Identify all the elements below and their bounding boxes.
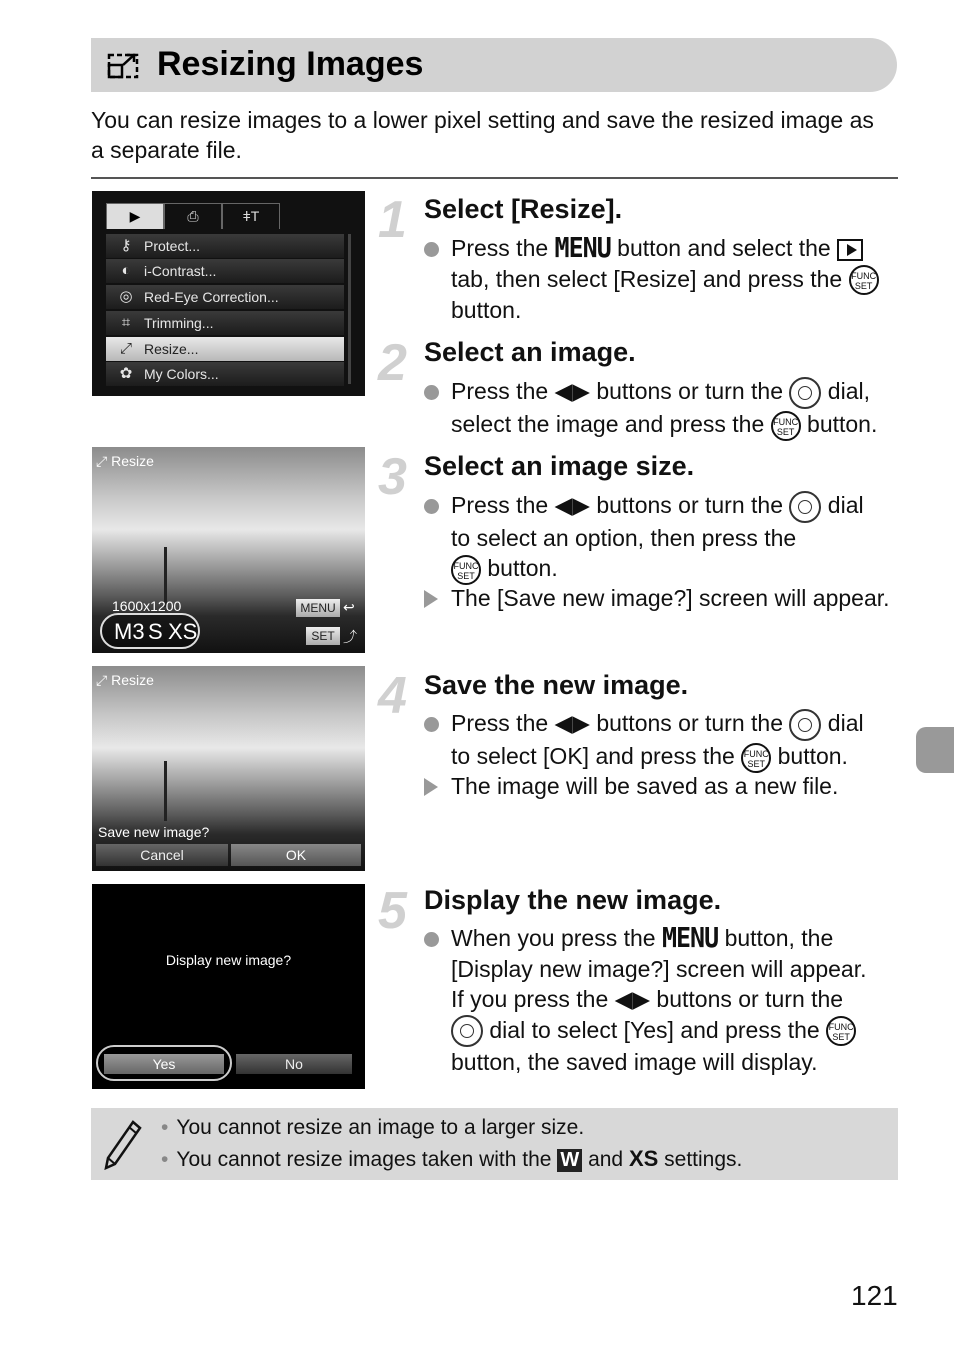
dial-icon bbox=[451, 1015, 483, 1047]
dial-icon bbox=[789, 709, 821, 741]
yes-option: Yes bbox=[104, 1054, 224, 1074]
step-number: 1 bbox=[378, 191, 407, 249]
note-text: and bbox=[588, 1148, 624, 1171]
bullet-text: When you press the bbox=[451, 925, 656, 951]
resize-label: ⤢ Resize bbox=[96, 672, 154, 688]
pencil-icon bbox=[103, 1118, 143, 1170]
menu-item-redeye bbox=[106, 285, 344, 309]
step-heading: Select an image. bbox=[424, 337, 636, 367]
bullet-text: If you press the bbox=[451, 986, 609, 1012]
size-selector bbox=[100, 613, 200, 649]
step-bullet bbox=[424, 376, 894, 441]
menu-tabs bbox=[106, 203, 292, 229]
resize-screenshot bbox=[92, 447, 365, 653]
step-number: 2 bbox=[378, 334, 407, 392]
bullet-dot bbox=[424, 499, 439, 514]
resize-label: ⤢ Resize bbox=[96, 453, 154, 469]
bullet-text: buttons or turn the bbox=[596, 378, 784, 404]
step-number: 4 bbox=[378, 667, 407, 725]
resize-icon: ⤢ bbox=[119, 340, 132, 357]
bullet-text: dial bbox=[827, 710, 864, 736]
step-heading: Select [Resize]. bbox=[424, 194, 623, 224]
menu-item-mycolors bbox=[106, 362, 344, 386]
menu-item-label: Protect... bbox=[144, 238, 201, 254]
result-arrow-icon bbox=[424, 590, 438, 608]
note-line-2: • You cannot resize images taken with the W and XS settings. bbox=[161, 1146, 743, 1171]
func-set-button-icon: FUNC SET bbox=[826, 1016, 856, 1046]
bullet-text: dial, bbox=[827, 378, 870, 404]
menu-item-label: Trimming... bbox=[144, 315, 214, 331]
menu-item-icontrast bbox=[106, 259, 344, 283]
ok-option: OK bbox=[231, 844, 361, 866]
bullet-text: select the image and press the bbox=[451, 410, 765, 437]
bullet-text: buttons or turn the bbox=[596, 492, 784, 518]
size-option-m3: M3 bbox=[114, 619, 145, 644]
bullet-text: button. bbox=[807, 410, 878, 437]
result-arrow-icon bbox=[424, 778, 438, 796]
crop-icon: ⌗ bbox=[121, 314, 131, 331]
step-result bbox=[424, 771, 894, 802]
skyline-photo bbox=[92, 666, 365, 871]
palette-icon: ✿ bbox=[119, 365, 133, 382]
save-prompt: Save new image? bbox=[98, 824, 210, 840]
bullet-text: button. bbox=[777, 742, 848, 769]
bullet-text: button, the bbox=[724, 925, 834, 951]
bullet-text: Press the bbox=[451, 235, 549, 261]
page-title: Resizing Images bbox=[157, 45, 424, 83]
result-text: The image will be saved as a new file. bbox=[451, 773, 839, 799]
note-text: You cannot resize an image to a larger size. bbox=[176, 1116, 585, 1139]
step-result bbox=[424, 583, 894, 614]
tower bbox=[164, 761, 167, 821]
display-prompt: Display new image? bbox=[165, 952, 292, 968]
left-right-arrows-icon: ◀▶ bbox=[554, 492, 590, 518]
menu-item-label: My Colors... bbox=[144, 366, 219, 382]
step-bullet bbox=[424, 923, 894, 1078]
title-bar bbox=[91, 38, 897, 92]
note-line-1: • You cannot resize an image to a larger size. bbox=[161, 1116, 585, 1139]
eye-icon: ◎ bbox=[119, 288, 133, 305]
func-set-button-icon: FUNC SET bbox=[771, 411, 801, 441]
bullet-text: buttons or turn the bbox=[656, 986, 844, 1012]
dial-icon bbox=[789, 491, 821, 523]
note-text: You cannot resize images taken with the bbox=[176, 1148, 552, 1171]
bullet-text: [Display new image?] screen will appear. bbox=[451, 955, 867, 982]
settings-tab-icon: ǂT bbox=[222, 203, 280, 229]
menu-item-trimming bbox=[106, 311, 344, 335]
bullet-text: button, the saved image will display. bbox=[451, 1049, 818, 1076]
menu-item-label: Resize... bbox=[144, 341, 199, 357]
chapter-tab bbox=[916, 727, 954, 773]
dial-icon bbox=[789, 377, 821, 409]
menu-item-label: i-Contrast... bbox=[144, 263, 217, 279]
step-bullet bbox=[424, 708, 894, 773]
contrast-icon: ◐ bbox=[121, 262, 131, 279]
func-set-button-icon: FUNC SET bbox=[451, 555, 481, 585]
save-arrow-icon: ⤴ bbox=[343, 629, 357, 645]
save-screenshot bbox=[92, 666, 365, 871]
size-option-s: S bbox=[148, 619, 163, 644]
step-heading: Display the new image. bbox=[424, 885, 722, 915]
menu-button-icon: MENU bbox=[554, 231, 611, 264]
play-icon bbox=[837, 239, 863, 261]
bullet-text: dial to select [Yes] and press the bbox=[489, 1016, 820, 1043]
note-box bbox=[91, 1108, 898, 1180]
xs-size-icon: XS bbox=[628, 1146, 659, 1171]
menu-item-protect bbox=[106, 234, 344, 258]
bullet-dot bbox=[424, 385, 439, 400]
bullet-dot bbox=[424, 242, 439, 257]
bullet-text: tab, then select [Resize] and press the bbox=[451, 265, 843, 292]
bullet-dot bbox=[424, 932, 439, 947]
size-option-xs: XS bbox=[168, 619, 198, 644]
menu-item-label: Red-Eye Correction... bbox=[144, 289, 279, 305]
menu-button-icon: MENU bbox=[296, 599, 340, 617]
menu-item-resize bbox=[106, 337, 344, 361]
step-heading: Save the new image. bbox=[424, 670, 689, 700]
bullet-text: Press the bbox=[451, 378, 549, 404]
menu-scrollbar bbox=[348, 234, 351, 384]
no-option: No bbox=[236, 1054, 352, 1074]
bullet-text: button. bbox=[451, 297, 522, 324]
step-number: 3 bbox=[378, 448, 407, 506]
bullet-text: Press the bbox=[451, 492, 549, 518]
step-bullet bbox=[424, 490, 894, 585]
divider bbox=[91, 177, 898, 179]
wide-mode-icon: W bbox=[557, 1149, 582, 1172]
step-heading: Select an image size. bbox=[424, 451, 695, 481]
key-icon: ⚷ bbox=[120, 237, 132, 254]
bullet-dot bbox=[424, 717, 439, 732]
bullet-text: to select an option, then press the bbox=[451, 524, 797, 551]
size-text: 1600x1200 bbox=[112, 598, 182, 614]
cancel-option: Cancel bbox=[96, 844, 228, 866]
menu-screenshot bbox=[92, 191, 365, 396]
left-right-arrows-icon: ◀▶ bbox=[554, 710, 590, 736]
left-right-arrows-icon: ◀▶ bbox=[554, 378, 590, 404]
resize-icon bbox=[107, 51, 141, 81]
note-text: settings. bbox=[664, 1148, 743, 1171]
resize-label-text: Resize bbox=[111, 453, 154, 469]
step-bullet bbox=[424, 233, 894, 326]
result-text: The [Save new image?] screen will appear. bbox=[451, 585, 890, 611]
play-tab-icon: ▶ bbox=[106, 203, 164, 229]
func-set-button-icon: FUNC SET bbox=[849, 265, 879, 295]
page-number: 121 bbox=[851, 1280, 898, 1311]
bullet-text: dial bbox=[827, 492, 864, 518]
intro-text: You can resize images to a lower pixel setting and save the resized image as a separate file. bbox=[91, 107, 874, 163]
bullet-text: button. bbox=[487, 555, 558, 582]
bullet-text: to select [OK] and press the bbox=[451, 742, 735, 769]
set-button-icon: SET bbox=[306, 627, 340, 645]
bullet-text: Press the bbox=[451, 710, 549, 736]
bullet-text: button and select the bbox=[617, 235, 831, 261]
resize-label-text: Resize bbox=[111, 672, 154, 688]
display-screenshot bbox=[92, 884, 365, 1089]
left-right-arrows-icon: ◀▶ bbox=[614, 986, 651, 1012]
menu-button-icon: MENU bbox=[661, 921, 719, 954]
print-tab-icon: ⎙ bbox=[164, 203, 222, 229]
bullet-text: buttons or turn the bbox=[596, 710, 784, 736]
return-icon: ↩ bbox=[343, 599, 355, 615]
step-number: 5 bbox=[378, 882, 407, 940]
func-set-button-icon: FUNC SET bbox=[741, 743, 771, 773]
